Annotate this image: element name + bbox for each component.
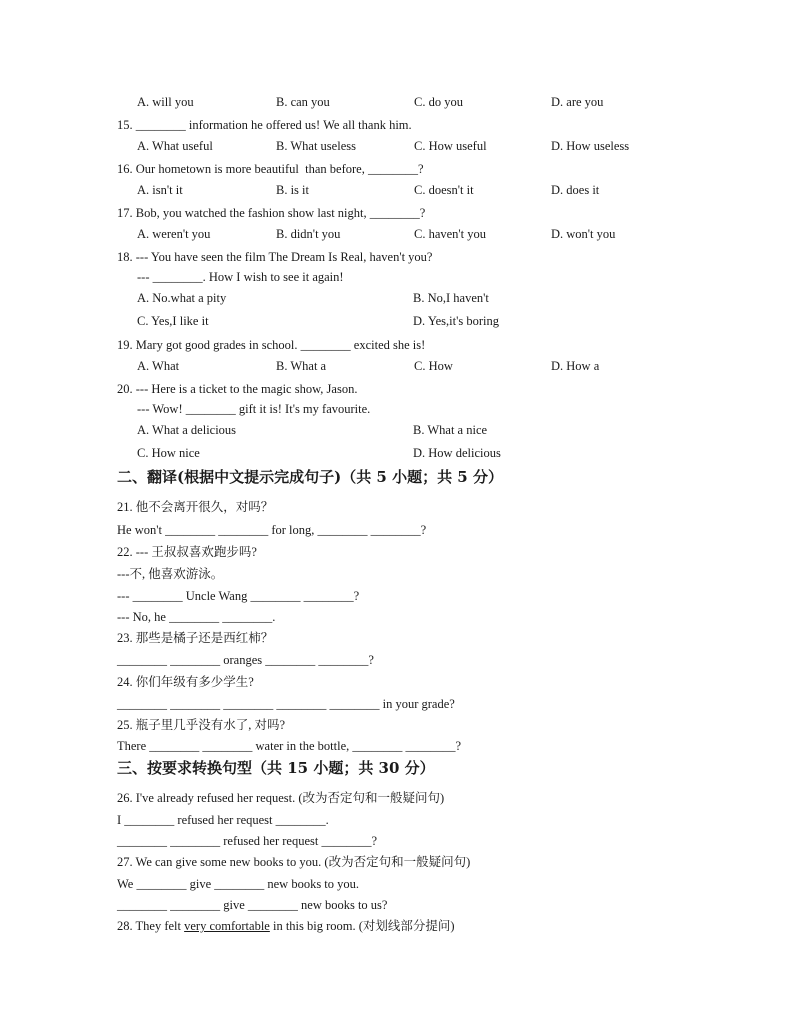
q27-answer-line-1: We ________ give ________ new books to you.: [117, 877, 360, 891]
q15-option-d: D. How useless: [551, 139, 630, 153]
q28-underlined-phrase: very comfortable: [184, 919, 270, 933]
q14-option-a: A. will you: [137, 95, 194, 109]
q14-option-b: B. can you: [276, 95, 330, 109]
q22-stem: 22. --- 王叔叔喜欢跑步吗?: [117, 545, 257, 559]
q20-option-b: B. What a nice: [413, 423, 488, 437]
q15-stem: 15. ________ information he offered us! We all thank him.: [117, 118, 412, 132]
q27-answer-line-2: ________ ________ give ________ new books to us?: [117, 898, 388, 912]
q28-stem: [117, 918, 455, 934]
q25-answer-line: There ________ ________ water in the bottle, ________ ________?: [117, 739, 462, 753]
q17-option-b: B. didn't you: [276, 227, 341, 241]
q28-stem-before: 28. They felt: [117, 919, 185, 933]
q22-answer-line-2: --- No, he ________ ________.: [117, 610, 276, 624]
q15-option-b: B. What useless: [276, 139, 356, 153]
q18-option-b: B. No,I haven't: [413, 291, 489, 305]
section2-title: 二、翻译(根据中文提示完成句子)（共 5 小题；共 5 分）: [117, 468, 503, 486]
q23-stem: 23. 那些是橘子还是西红柿？: [117, 631, 274, 645]
q16-option-d: D. does it: [551, 183, 600, 197]
q19-option-a: A. What: [137, 359, 180, 373]
q20-option-c: C. How nice: [137, 446, 200, 460]
q19-option-d: D. How a: [551, 359, 600, 373]
q22-stem-reply: ---不, 他喜欢游泳。: [117, 567, 224, 581]
q26-answer-line-1: I ________ refused her request ________.: [117, 813, 329, 827]
q20-stem: 20. --- Here is a ticket to the magic show, Jason.: [117, 382, 358, 396]
q25-stem: 25. 瓶子里几乎没有水了, 对吗?: [117, 718, 286, 732]
q18-stem-reply: --- ________. How I wish to see it again!: [137, 270, 344, 284]
q17-stem: 17. Bob, you watched the fashion show last night, ________?: [117, 206, 426, 220]
q17-option-c: C. haven't you: [414, 227, 487, 241]
q18-option-d: D. Yes,it's boring: [413, 314, 499, 328]
q19-option-b: B. What a: [276, 359, 327, 373]
q20-option-a: A. What a delicious: [137, 423, 237, 437]
q26-stem: 26. I've already refused her request. (改为否定句和一般疑问句): [117, 791, 445, 805]
q16-option-a: A. isn't it: [137, 183, 183, 197]
q14-option-c: C. do you: [414, 95, 463, 109]
q24-answer-line: ________ ________ ________ ________ ________ in your grade?: [117, 697, 455, 711]
q20-stem-reply: --- Wow! ________ gift it is! It's my favourite.: [137, 402, 371, 416]
q18-option-c: C. Yes,I like it: [137, 314, 209, 328]
q28-stem-after: in this big room. (对划线部分提问): [269, 919, 455, 933]
q17-option-d: D. won't you: [551, 227, 616, 241]
q16-stem: 16. Our hometown is more beautiful than before, ________?: [117, 162, 424, 176]
q16-option-b: B. is it: [276, 183, 309, 197]
q15-option-c: C. How useful: [414, 139, 487, 153]
q23-answer-line: ________ ________ oranges ________ ________?: [117, 653, 374, 667]
q22-answer-line-1: --- ________ Uncle Wang ________ ________?: [117, 589, 360, 603]
q26-answer-line-2: ________ ________ refused her request ________?: [117, 834, 378, 848]
q16-option-c: C. doesn't it: [414, 183, 474, 197]
q14-option-d: D. are you: [551, 95, 604, 109]
section3-title: 三、按要求转换句型（共 15 小题；共 30 分）: [117, 759, 435, 777]
q17-option-a: A. weren't you: [137, 227, 211, 241]
q18-option-a: A. No.what a pity: [137, 291, 227, 305]
q24-stem: 24. 你们年级有多少学生?: [117, 675, 254, 689]
q18-stem: 18. --- You have seen the film The Dream Is Real, haven't you?: [117, 250, 433, 264]
q19-stem: 19. Mary got good grades in school. ________ excited she is!: [117, 338, 426, 352]
q21-answer-line: He won't ________ ________ for long, ________ ________?: [117, 523, 427, 537]
q19-option-c: C. How: [414, 359, 453, 373]
q15-option-a: A. What useful: [137, 139, 213, 153]
q20-option-d: D. How delicious: [413, 446, 501, 460]
q21-stem: 21. 他不会离开很久，对吗？: [117, 500, 274, 514]
q27-stem: 27. We can give some new books to you. (改为否定句和一般疑问句): [117, 855, 471, 869]
